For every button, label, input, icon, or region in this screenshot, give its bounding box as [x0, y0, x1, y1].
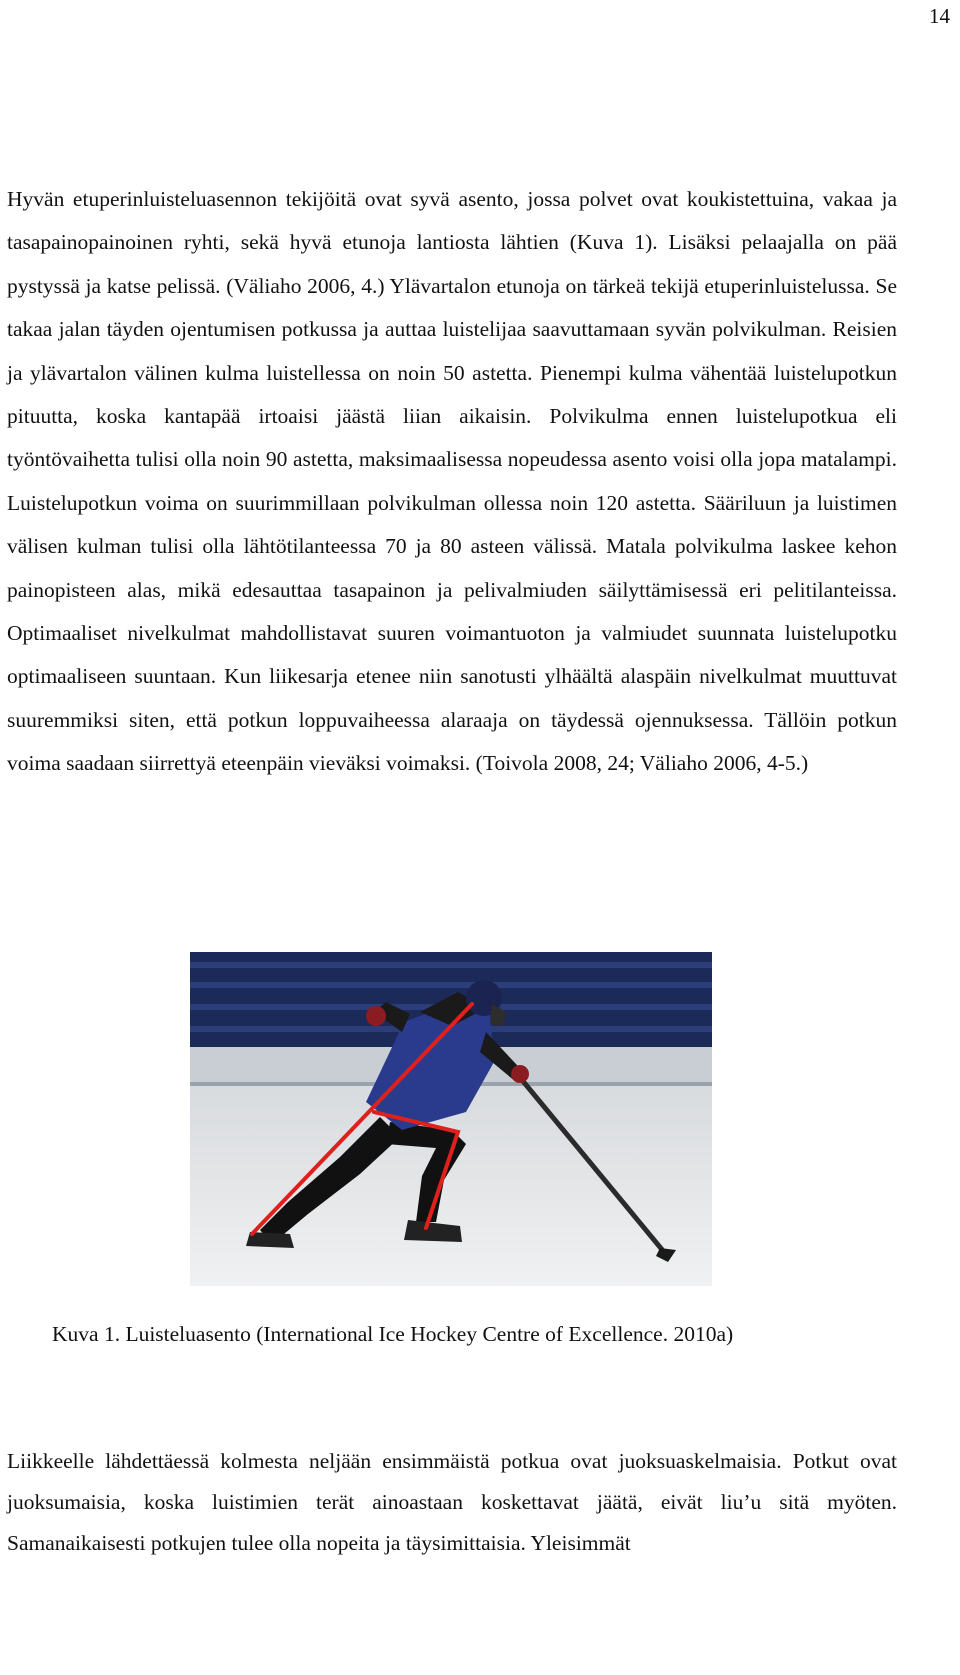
skater-photo	[190, 952, 712, 1286]
body-paragraph-1: Hyvän etuperinluisteluasennon tekijöitä ovat syvä asento, jossa polvet ovat koukistettuina, vakaa ja tasapainopainoinen ryhti, sekä hyvä etunoja lantiosta lähtien (Kuva 1). Lisäksi pelaajalla on pää pystyssä ja katse pelissä. (Väliaho 2006, 4.) Ylävartalon etunoja on tärkeä tekijä etuperinluistelussa. Se takaa jalan täyden ojentumisen potkussa ja auttaa luistelijaa saavuttamaan syvän polvikulman. Reisien ja ylävartalon välinen kulma luistellessa on noin 50 astetta. Pienempi kulma vähentää luistelupotkun pituutta, koska kantapää irtoaisi jäästä liian aikaisin. Polvikulma ennen luistelupotkua eli työntövaihetta tulisi olla noin 90 astetta, maksimaalisessa nopeudessa asento voisi olla jopa matalampi. Luistelupotkun voima on suurimmillaan polvikulman ollessa noin 120 astetta. Sääriluun ja luistimen välisen kulman tulisi olla lähtötilanteessa 70 ja 80 asteen välissä. Matala polvikulma laskee kehon painopisteen alas, mikä edesauttaa tasapainon ja pelivalmiuden säilyttämisessä eri pelitilanteissa. Optimaaliset nivelkulmat mahdollistavat suuren voimantuoton ja valmiudet suunnata luistelupotku optimaaliseen suuntaan. Kun liikesarja etenee niin sanotusti ylhäältä alaspäin nivelkulmat muuttuvat suuremmiksi siten, että potkun loppuvaiheessa alaraaja on täydessä ojennuksessa. Tällöin potkun voima saadaan siirrettyä eteenpäin vieväksi voimaksi. (Toivola 2008, 24; Väliaho 2006, 4-5.)	[7, 187, 897, 776]
figure-skating-stance	[190, 952, 712, 1286]
page-number: 14	[929, 4, 950, 28]
figure-caption: Kuva 1. Luisteluasento (International Ice Hockey Centre of Excellence. 2010a)	[52, 1322, 734, 1346]
body-paragraph-2: Liikkeelle lähdettäessä kolmesta neljään ensimmäistä potkua ovat juoksuaskelmaisia. Potkut ovat juoksumaisia, koska luistimien terät ainoastaan koskettavat jäätä, eivät liu’u sitä myöten. Samanaikaisesti potkujen tulee olla nopeita ja täysimittaisia. Yleisimmät	[7, 1449, 897, 1555]
